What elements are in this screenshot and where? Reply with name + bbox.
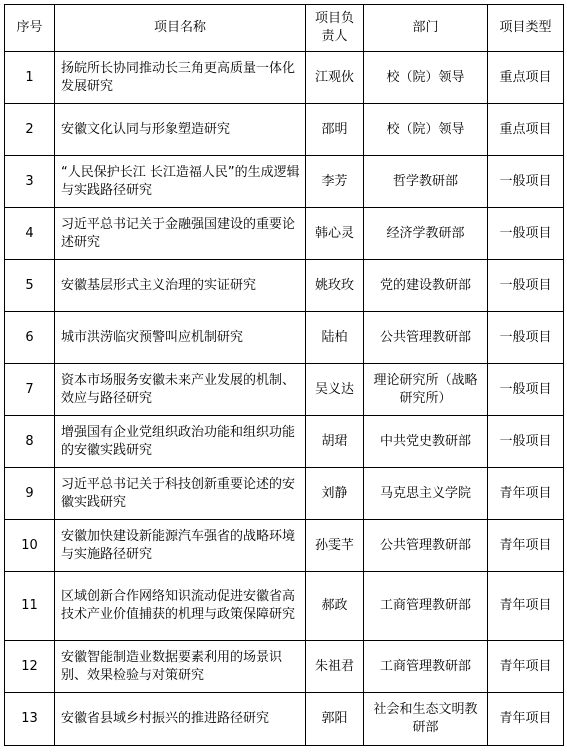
table-row bbox=[5, 312, 564, 364]
header-no: 序号 bbox=[5, 5, 55, 52]
cell-lead: 朱祖君 bbox=[306, 641, 364, 693]
cell-lead: 江观伙 bbox=[306, 52, 364, 104]
cell-no: 3 bbox=[5, 156, 55, 208]
cell-type: 青年项目 bbox=[488, 468, 564, 520]
cell-dept: 工商管理教研部 bbox=[364, 641, 488, 693]
document-page bbox=[4, 4, 564, 746]
cell-no: 4 bbox=[5, 208, 55, 260]
table-row bbox=[5, 416, 564, 468]
cell-name: 安徽基层形式主义治理的实证研究 bbox=[55, 260, 306, 312]
cell-lead: 姚玫玫 bbox=[306, 260, 364, 312]
cell-type: 青年项目 bbox=[488, 520, 564, 572]
table-row bbox=[5, 208, 564, 260]
project-table bbox=[4, 4, 564, 746]
cell-name: 安徽文化认同与形象塑造研究 bbox=[55, 104, 306, 156]
cell-type: 一般项目 bbox=[488, 416, 564, 468]
cell-dept: 经济学教研部 bbox=[364, 208, 488, 260]
cell-type: 青年项目 bbox=[488, 693, 564, 746]
cell-lead: 郝政 bbox=[306, 572, 364, 641]
cell-type: 一般项目 bbox=[488, 260, 564, 312]
cell-lead: 邵明 bbox=[306, 104, 364, 156]
cell-dept: 公共管理教研部 bbox=[364, 520, 488, 572]
table-row bbox=[5, 641, 564, 693]
cell-lead: 郭阳 bbox=[306, 693, 364, 746]
cell-name: 习近平总书记关于金融强国建设的重要论述研究 bbox=[55, 208, 306, 260]
cell-no: 9 bbox=[5, 468, 55, 520]
cell-dept: 党的建设教研部 bbox=[364, 260, 488, 312]
cell-name: 安徽加快建设新能源汽车强省的战略环境与实施路径研究 bbox=[55, 520, 306, 572]
cell-no: 2 bbox=[5, 104, 55, 156]
cell-lead: 孙雯芊 bbox=[306, 520, 364, 572]
cell-dept: 中共党史教研部 bbox=[364, 416, 488, 468]
header-lead: 项目负责人 bbox=[306, 5, 364, 52]
header-dept: 部门 bbox=[364, 5, 488, 52]
cell-dept: 工商管理教研部 bbox=[364, 572, 488, 641]
cell-type: 一般项目 bbox=[488, 364, 564, 416]
cell-no: 11 bbox=[5, 572, 55, 641]
cell-name: 安徽省县域乡村振兴的推进路径研究 bbox=[55, 693, 306, 746]
table-row bbox=[5, 260, 564, 312]
cell-name: 区域创新合作网络知识流动促进安徽省高技术产业价值捕获的机理与政策保障研究 bbox=[55, 572, 306, 641]
cell-lead: 陆柏 bbox=[306, 312, 364, 364]
table-row bbox=[5, 52, 564, 104]
table-row bbox=[5, 156, 564, 208]
cell-dept: 校（院）领导 bbox=[364, 104, 488, 156]
cell-no: 6 bbox=[5, 312, 55, 364]
cell-lead: 李芳 bbox=[306, 156, 364, 208]
cell-type: 青年项目 bbox=[488, 641, 564, 693]
cell-name: 资本市场服务安徽未来产业发展的机制、效应与路径研究 bbox=[55, 364, 306, 416]
cell-no: 1 bbox=[5, 52, 55, 104]
table-row bbox=[5, 572, 564, 641]
cell-lead: 胡珺 bbox=[306, 416, 364, 468]
cell-no: 8 bbox=[5, 416, 55, 468]
cell-dept: 公共管理教研部 bbox=[364, 312, 488, 364]
cell-name: “人民保护长江 长江造福人民”的生成逻辑与实践路径研究 bbox=[55, 156, 306, 208]
cell-type: 重点项目 bbox=[488, 104, 564, 156]
cell-lead: 吴义达 bbox=[306, 364, 364, 416]
table-row bbox=[5, 364, 564, 416]
table-header-row bbox=[5, 5, 564, 52]
table-row bbox=[5, 104, 564, 156]
cell-dept: 校（院）领导 bbox=[364, 52, 488, 104]
cell-no: 10 bbox=[5, 520, 55, 572]
cell-dept: 社会和生态文明教研部 bbox=[364, 693, 488, 746]
header-name: 项目名称 bbox=[55, 5, 306, 52]
cell-no: 7 bbox=[5, 364, 55, 416]
table-row bbox=[5, 468, 564, 520]
cell-name: 增强国有企业党组织政治功能和组织功能的安徽实践研究 bbox=[55, 416, 306, 468]
cell-type: 重点项目 bbox=[488, 52, 564, 104]
cell-type: 一般项目 bbox=[488, 312, 564, 364]
cell-name: 安徽智能制造业数据要素利用的场景识别、效果检验与对策研究 bbox=[55, 641, 306, 693]
cell-dept: 哲学教研部 bbox=[364, 156, 488, 208]
cell-dept: 马克思主义学院 bbox=[364, 468, 488, 520]
cell-type: 青年项目 bbox=[488, 572, 564, 641]
table-row bbox=[5, 693, 564, 746]
cell-name: 城市洪涝临灾预警叫应机制研究 bbox=[55, 312, 306, 364]
cell-lead: 韩心灵 bbox=[306, 208, 364, 260]
cell-dept: 理论研究所（战略研究所） bbox=[364, 364, 488, 416]
cell-name: 习近平总书记关于科技创新重要论述的安徽实践研究 bbox=[55, 468, 306, 520]
cell-name: 扬皖所长协同推动长三角更高质量一体化发展研究 bbox=[55, 52, 306, 104]
cell-type: 一般项目 bbox=[488, 208, 564, 260]
cell-no: 12 bbox=[5, 641, 55, 693]
cell-lead: 刘静 bbox=[306, 468, 364, 520]
header-type: 项目类型 bbox=[488, 5, 564, 52]
cell-no: 13 bbox=[5, 693, 55, 746]
cell-type: 一般项目 bbox=[488, 156, 564, 208]
cell-no: 5 bbox=[5, 260, 55, 312]
table-row bbox=[5, 520, 564, 572]
